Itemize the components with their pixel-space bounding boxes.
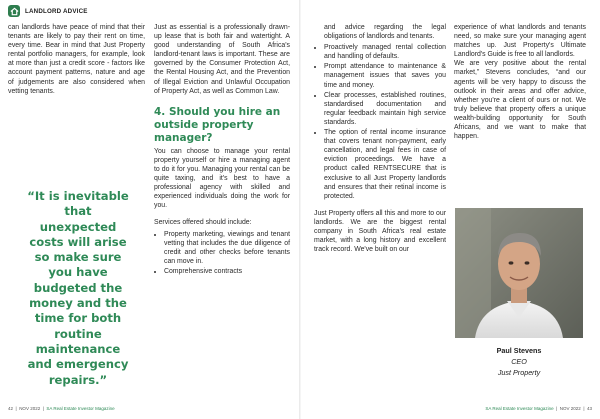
services-list-continued	[314, 43, 446, 201]
column-1	[8, 23, 145, 104]
col1-paragraph: can landlords have peace of mind that their tenants are likely to pay their rent on time, every time. Bear in mind that Just Property rental portfolio managers, for example, look at more than just a credit score - factors like account payment patterns, nature and age of judgements are also considered when vetting tenants.	[8, 24, 145, 95]
list-item: • The option of rental income insurance that covers tenant non-payment, early cancellation, and legal fees in case of eviction proceedings. We have a product called RENTSECURE that is exclusive to all Just Property landlords and ensures that their retinal income is protected.	[324, 128, 446, 201]
caption-name: Paul Stevens	[496, 346, 542, 355]
col4-paragraph-2: We are very positive about the rental market,” Stevens concludes, “and our agents will be very happy to discuss the outlook in their areas and offer advice, whether you're a client of ours or not. We truly believe that property offers a unique wealth-building opportunity for South Africans, and we want to make that happen.	[454, 60, 586, 141]
list-item: • Comprehensive contracts	[164, 267, 290, 276]
list-item: • Clear processes, established routines, standardised documentation and regular feedback maintain high service standards.	[324, 91, 446, 127]
caption-company: Just Property	[497, 368, 541, 377]
column-2	[154, 23, 290, 277]
left-publication: SA Real Estate Investor Magazine	[46, 406, 115, 411]
col4-paragraph-1: experience of what landlords and tenants need, so make sure your managing agent matches up. Just Property's Ultimate Landlord's Guide is free to all landlords.	[454, 24, 586, 59]
left-page-footer: 42 | NOV 2022 | SA Real Estate Investor Magazine	[8, 406, 115, 411]
column-4	[454, 23, 586, 149]
col2-paragraph-2: You can choose to manage your rental property yourself or hire a managing agent to do it for you. Managing your rental can be quite taxing, and it's best to have a professional agency with skilled and experienced individuals doing the work for you.	[154, 147, 290, 210]
col3-paragraph-1: and advice regarding the legal obligations of landlords and tenants.	[324, 24, 446, 41]
list-item: • Prompt attendance to maintenance & management issues that saves you time and money.	[324, 62, 446, 89]
section-heading: 4. Should you hire an outside property manager?	[154, 105, 281, 144]
ceo-portrait-photo	[455, 208, 583, 338]
section-tag	[8, 5, 88, 17]
photo-caption	[455, 345, 583, 378]
col3-paragraph-2: Just Property offers all this and more to our landlords. We are the biggest rental company in South Africa's real estate market, with a long history and excellent track record. We've built on our	[314, 209, 446, 254]
list-item: • Proactively managed rental collection and handling of defaults.	[324, 43, 446, 61]
caption-role: CEO	[511, 357, 527, 366]
left-issue-date: NOV 2022	[19, 406, 41, 411]
section-label: LANDLORD ADVICE	[25, 7, 88, 15]
list-item: • Property marketing, viewings and tenant vetting that includes the due diligence of credit and other checks before tenants can move in.	[164, 230, 290, 266]
house-icon	[8, 5, 20, 17]
column-3	[314, 23, 446, 262]
right-page-number: 43	[586, 406, 592, 411]
page-gutter	[299, 0, 301, 419]
right-issue-date: NOV 2022	[559, 406, 581, 411]
col2-paragraph-1: Just as essential is a professionally drawn-up lease that is both fair and watertight. A good understanding of South Africa's landlord-tenant laws is important. These are governed by the Consumer Protection Act, the Rental Housing Act, and the Prevention of Illegal Eviction and Unlawful Occupation of Property Act, as well as Common Law.	[154, 24, 290, 95]
left-page-number: 42	[8, 406, 14, 411]
col2-paragraph-3: Services offered should include:	[154, 219, 252, 227]
pull-quote: “It is inevitable that unexpected costs will arise so make sure you have budgeted the money and the time for both routine maintenance and emergency repairs.”	[27, 189, 129, 387]
services-list	[154, 230, 290, 276]
right-page-footer: SA Real Estate Investor Magazine | NOV 2022 | 43	[485, 406, 592, 411]
right-publication: SA Real Estate Investor Magazine	[485, 406, 554, 411]
